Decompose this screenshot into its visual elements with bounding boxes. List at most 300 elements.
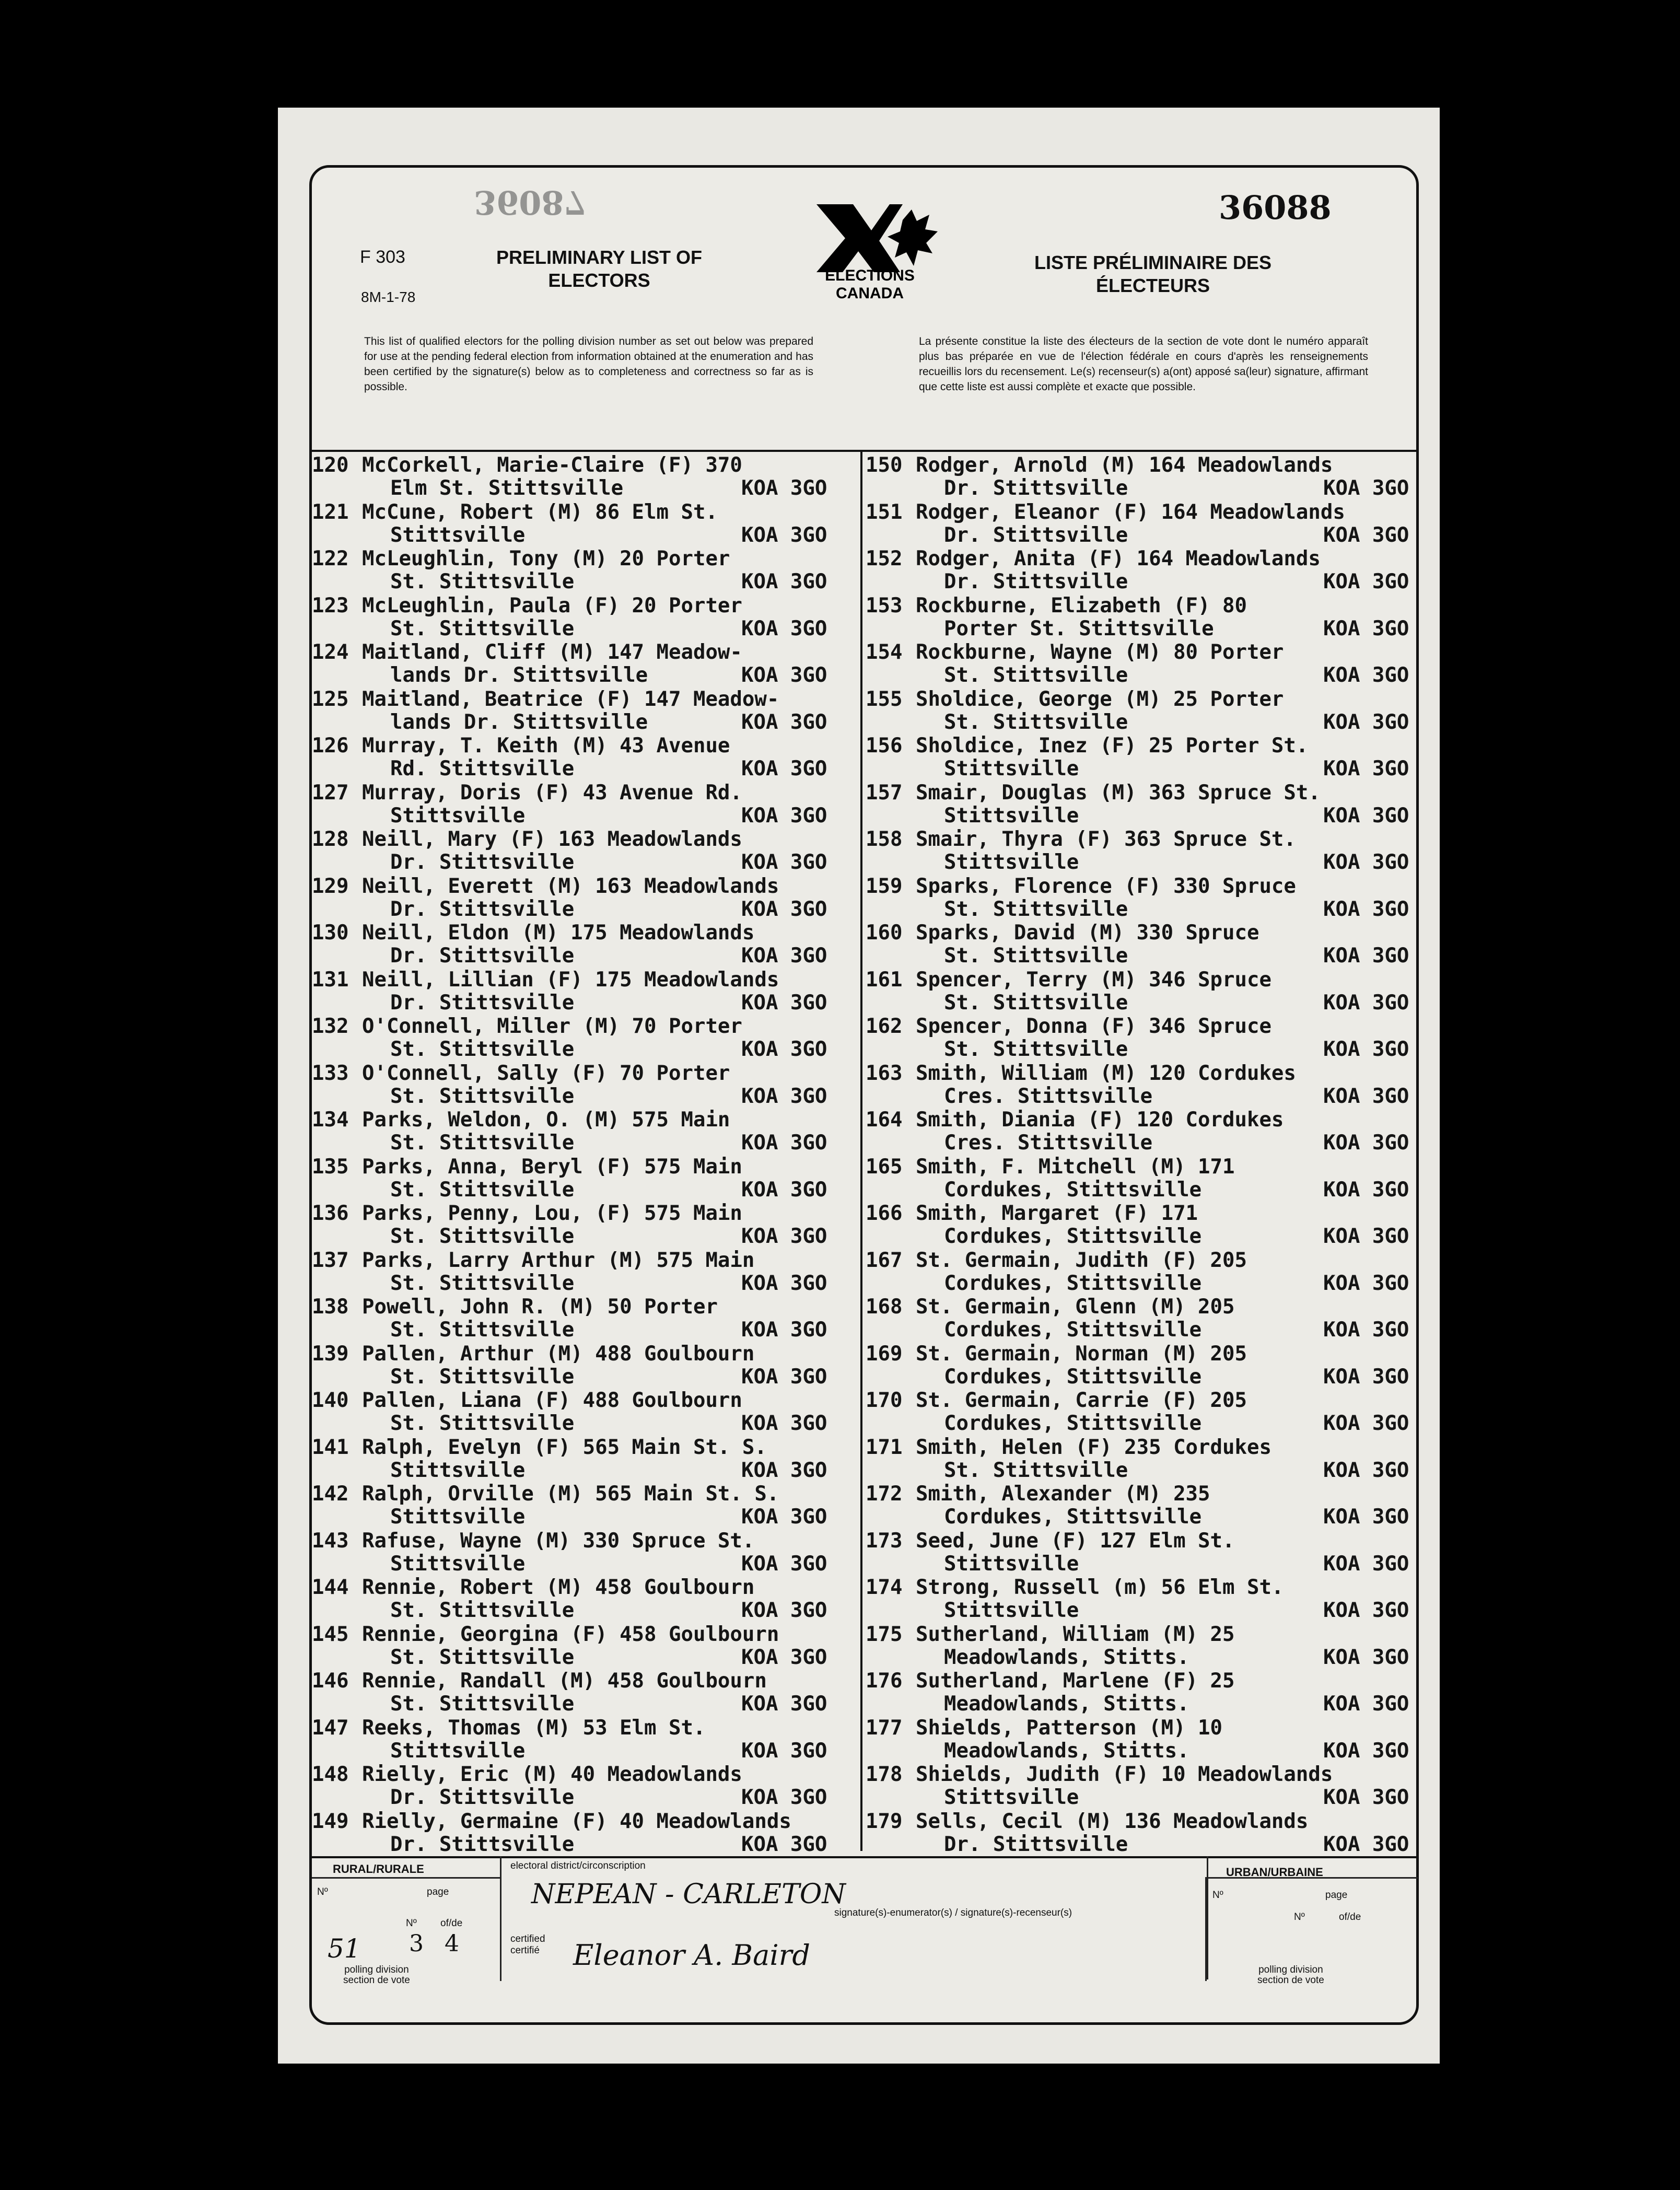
elector-number: 136 [312, 1202, 349, 1225]
elector-name-address: Rockburne, Wayne (M) 80 Porter [916, 640, 1284, 664]
rural-label: RURAL/RURALE [333, 1862, 424, 1876]
elector-postal-code: KOA 3GO [741, 663, 827, 687]
elector-number: 137 [312, 1248, 349, 1272]
elector-entry [312, 1530, 860, 1577]
elector-postal-code: KOA 3GO [1323, 1084, 1409, 1108]
elector-entry [312, 641, 860, 688]
elector-number: 174 [866, 1576, 903, 1599]
elector-name-address: Neill, Lillian (F) 175 Meadowlands [362, 968, 779, 992]
elector-name-address: Shields, Patterson (M) 10 [916, 1716, 1222, 1740]
elector-entry [866, 501, 1416, 548]
title-french: LISTE PRÉLIMINAIRE DES ÉLECTEURS [1034, 252, 1272, 296]
elector-address-continued: Cordukes, Stittsville [944, 1412, 1202, 1435]
elector-address-continued: St. Stittsville [390, 1271, 575, 1295]
elector-address-continued: lands Dr. Stittsville [390, 710, 648, 734]
elector-entry [312, 1717, 860, 1764]
elector-entry [866, 828, 1416, 875]
elector-postal-code: KOA 3GO [1323, 1271, 1409, 1295]
elector-number: 155 [866, 687, 903, 711]
elector-postal-code: KOA 3GO [741, 1692, 827, 1716]
elector-entry [866, 875, 1416, 922]
elector-number: 169 [866, 1342, 903, 1366]
elector-entry [312, 875, 860, 922]
elector-entry [866, 1015, 1416, 1062]
elector-postal-code: KOA 3GO [741, 803, 827, 828]
elector-address-continued: Meadowlands, Stitts. [944, 1739, 1189, 1763]
elector-address-continued: Stittsville [944, 1786, 1079, 1809]
elector-address-continued: St. Stittsville [390, 1131, 575, 1155]
elector-number: 153 [866, 593, 903, 618]
urban-polling-division-label: polling division section de vote [1257, 1964, 1324, 1986]
elector-entry [866, 1623, 1416, 1670]
elector-name-address: St. Germain, Judith (F) 205 [916, 1248, 1247, 1272]
district-label: electoral district/circonscription [510, 1860, 646, 1871]
elector-postal-code: KOA 3GO [1323, 1786, 1409, 1809]
title-english: PRELIMINARY LIST OF ELECTORS [496, 247, 702, 291]
elector-postal-code: KOA 3GO [1323, 616, 1409, 640]
elector-entry [312, 1576, 860, 1623]
elector-address-continued: Dr. Stittsville [944, 1832, 1128, 1856]
elector-name-address: O'Connell, Miller (M) 70 Porter [362, 1015, 742, 1038]
elector-number: 122 [312, 547, 349, 570]
elector-name-address: Sells, Cecil (M) 136 Meadowlands [916, 1809, 1309, 1833]
elector-entry [312, 828, 860, 875]
elector-entry [312, 735, 860, 782]
elector-name-address: Rielly, Eric (M) 40 Meadowlands [362, 1763, 742, 1786]
elector-postal-code: KOA 3GO [741, 1412, 827, 1435]
elector-number: 156 [866, 734, 903, 758]
elector-entry [866, 1810, 1416, 1857]
elector-postal-code: KOA 3GO [1323, 1318, 1409, 1342]
elector-name-address: Smair, Douglas (M) 363 Spruce St. [916, 781, 1321, 805]
elector-number: 178 [866, 1763, 903, 1786]
elector-number: 143 [312, 1529, 349, 1553]
elector-number: 172 [866, 1482, 903, 1506]
elector-postal-code: KOA 3GO [1323, 1458, 1409, 1482]
urban-number-label: Nº [1212, 1890, 1223, 1901]
elector-number: 177 [866, 1716, 903, 1740]
elector-address-continued: St. Stittsville [390, 616, 575, 640]
elector-address-continued: Cres. Stittsville [944, 1131, 1153, 1155]
elector-entry [866, 1483, 1416, 1530]
elector-postal-code: KOA 3GO [741, 991, 827, 1015]
elector-name-address: Sutherland, William (M) 25 [916, 1622, 1235, 1646]
elector-name-address: Sutherland, Marlene (F) 25 [916, 1669, 1235, 1693]
elector-number: 179 [866, 1809, 903, 1833]
elector-number: 176 [866, 1669, 903, 1693]
elector-postal-code: KOA 3GO [1323, 1131, 1409, 1155]
elector-entry [866, 1296, 1416, 1343]
elector-address-continued: Porter St. Stittsville [944, 616, 1214, 640]
elector-address-continued: St. Stittsville [390, 1412, 575, 1435]
elector-address-continued: St. Stittsville [390, 1599, 575, 1622]
elector-entry [312, 1062, 860, 1109]
elector-entry [312, 1296, 860, 1343]
urban-page-label: page [1325, 1890, 1348, 1901]
elector-address-continued: St. Stittsville [390, 1084, 575, 1108]
elector-name-address: McCorkell, Marie-Claire (F) 370 [362, 453, 742, 477]
elector-entry [312, 1202, 860, 1249]
elector-address-continued: Cordukes, Stittsville [944, 1178, 1202, 1202]
elector-entry [866, 548, 1416, 595]
elector-postal-code: KOA 3GO [1323, 1645, 1409, 1669]
elector-number: 129 [312, 874, 349, 898]
rural-number-label: Nº [317, 1886, 328, 1897]
elector-postal-code: KOA 3GO [1323, 897, 1409, 921]
elector-postal-code: KOA 3GO [741, 1645, 827, 1669]
elector-entry [866, 1436, 1416, 1483]
urban-label: URBAN/URBAINE [1226, 1866, 1323, 1879]
elector-address-continued: Cordukes, Stittsville [944, 1505, 1202, 1529]
elector-number: 171 [866, 1435, 903, 1459]
elector-entry [866, 1249, 1416, 1296]
elector-address-continued: Stittsville [390, 1458, 526, 1482]
elector-name-address: Seed, June (F) 127 Elm St. [916, 1529, 1235, 1553]
elector-name-address: McLeughlin, Paula (F) 20 Porter [362, 593, 742, 618]
rural-page-number: 3 [409, 1930, 424, 1957]
elector-address-continued: Meadowlands, Stitts. [944, 1692, 1189, 1716]
elector-entry [866, 454, 1416, 501]
elector-name-address: Parks, Anna, Beryl (F) 575 Main [362, 1155, 742, 1179]
elector-postal-code: KOA 3GO [1323, 1038, 1409, 1061]
elector-entry [866, 1389, 1416, 1436]
elector-entry [866, 641, 1416, 688]
rural-polling-division-label: polling division section de vote [343, 1964, 410, 1986]
elector-entry [866, 1763, 1416, 1810]
document-sheet [278, 108, 1440, 2064]
elector-number: 125 [312, 687, 349, 711]
electors-form [309, 165, 1419, 2025]
elector-entry [866, 1530, 1416, 1577]
elector-entry [312, 454, 860, 501]
elector-name-address: Smith, Alexander (M) 235 [916, 1482, 1210, 1506]
elector-number: 146 [312, 1669, 349, 1693]
form-number: F 303 [360, 247, 405, 267]
elector-name-address: Ralph, Evelyn (F) 565 Main St. S. [362, 1435, 767, 1459]
elector-postal-code: KOA 3GO [1323, 1599, 1409, 1622]
elector-postal-code: KOA 3GO [1323, 1365, 1409, 1389]
elector-postal-code: KOA 3GO [1323, 803, 1409, 828]
elector-address-continued: St. Stittsville [390, 1225, 575, 1248]
elector-postal-code: KOA 3GO [1323, 1225, 1409, 1248]
elector-address-continued: Cordukes, Stittsville [944, 1225, 1202, 1248]
elector-entry [312, 1109, 860, 1156]
elector-number: 135 [312, 1155, 349, 1179]
elector-postal-code: KOA 3GO [741, 897, 827, 921]
elector-entry [312, 1156, 860, 1203]
elector-entry [312, 1343, 860, 1390]
elector-entry [312, 1015, 860, 1062]
elector-name-address: Smith, F. Mitchell (M) 171 [916, 1155, 1235, 1179]
elector-postal-code: KOA 3GO [741, 1458, 827, 1482]
elector-number: 141 [312, 1435, 349, 1459]
elector-address-continued: Dr. Stittsville [944, 476, 1128, 500]
rural-page-label: page [427, 1886, 449, 1897]
elector-name-address: Rodger, Arnold (M) 164 Meadowlands [916, 453, 1333, 477]
elector-number: 133 [312, 1061, 349, 1085]
elector-postal-code: KOA 3GO [741, 616, 827, 640]
elector-entry [866, 688, 1416, 735]
elector-name-address: Rennie, Robert (M) 458 Goulbourn [362, 1576, 755, 1599]
elector-address-continued: St. Stittsville [944, 710, 1128, 734]
elector-name-address: Powell, John R. (M) 50 Porter [362, 1295, 718, 1319]
rural-poll-number: 51 [328, 1933, 361, 1964]
elector-entry [312, 1483, 860, 1530]
elector-name-address: Rennie, Randall (M) 458 Goulbourn [362, 1669, 767, 1693]
elector-address-continued: St. Stittsville [944, 1038, 1128, 1061]
elector-name-address: McCune, Robert (M) 86 Elm St. [362, 500, 718, 524]
certification-note-french: La présente constitue la liste des électeurs de la section de vote dont le numéro apparaît plus bas préparée en vue de l'élection fédérale en cours d'après les renseignements recueillis lors du recensement. Le(s) recenseur(s) a(ont) apposé sa(leur) signature, affirmant que cette liste est aussi complète et exacte que possible. [919, 335, 1368, 393]
elector-number: 175 [866, 1622, 903, 1646]
elector-address-continued: St. Stittsville [390, 570, 575, 593]
elector-number: 123 [312, 593, 349, 618]
elector-number: 124 [312, 640, 349, 664]
elector-name-address: Pallen, Liana (F) 488 Goulbourn [362, 1389, 742, 1412]
elector-postal-code: KOA 3GO [1323, 757, 1409, 781]
elector-entry [866, 1343, 1416, 1390]
elector-number: 167 [866, 1248, 903, 1272]
elector-name-address: Smith, Helen (F) 235 Cordukes [916, 1435, 1271, 1459]
elector-number: 130 [312, 921, 349, 945]
elector-address-continued: Cres. Stittsville [944, 1084, 1153, 1108]
elector-entry [312, 1670, 860, 1717]
elector-entry [312, 688, 860, 735]
certified-label: certified certifié [510, 1933, 545, 1956]
elector-address-continued: Stittsville [390, 1505, 526, 1529]
elector-number: 128 [312, 828, 349, 851]
elector-postal-code: KOA 3GO [741, 476, 827, 500]
elector-number: 152 [866, 547, 903, 570]
elector-postal-code: KOA 3GO [741, 944, 827, 968]
elector-name-address: Ralph, Orville (M) 565 Main St. S. [362, 1482, 779, 1506]
elector-name-address: Murray, T. Keith (M) 43 Avenue [362, 734, 730, 758]
elector-address-continued: St. Stittsville [944, 944, 1128, 968]
elector-postal-code: KOA 3GO [1323, 1692, 1409, 1716]
elector-postal-code: KOA 3GO [1323, 710, 1409, 734]
elector-number: 168 [866, 1295, 903, 1319]
elector-number: 151 [866, 500, 903, 524]
elector-address-continued: St. Stittsville [390, 1318, 575, 1342]
elector-entry [866, 1717, 1416, 1764]
elector-postal-code: KOA 3GO [1323, 1178, 1409, 1202]
elector-address-continued: Dr. Stittsville [944, 523, 1128, 547]
elector-name-address: Smith, Margaret (F) 171 [916, 1202, 1198, 1225]
elector-entry [866, 1062, 1416, 1109]
elector-postal-code: KOA 3GO [741, 1832, 827, 1856]
elector-entry [866, 969, 1416, 1016]
elector-address-continued: St. Stittsville [944, 1458, 1128, 1482]
elector-name-address: Neill, Eldon (M) 175 Meadowlands [362, 921, 755, 945]
elector-postal-code: KOA 3GO [741, 1271, 827, 1295]
elector-postal-code: KOA 3GO [741, 1131, 827, 1155]
elector-entry [312, 1389, 860, 1436]
elector-number: 145 [312, 1622, 349, 1646]
elector-number: 165 [866, 1155, 903, 1179]
elector-number: 149 [312, 1809, 349, 1833]
elector-entry [866, 1576, 1416, 1623]
elector-entry [866, 782, 1416, 829]
elector-entry [312, 501, 860, 548]
elector-entry [866, 1202, 1416, 1249]
elector-name-address: Murray, Doris (F) 43 Avenue Rd. [362, 781, 742, 805]
urban-of-label: of/de [1339, 1912, 1361, 1923]
elector-name-address: Rodger, Anita (F) 164 Meadowlands [916, 547, 1321, 570]
elector-number: 164 [866, 1108, 903, 1132]
elector-address-continued: Stittsville [944, 1599, 1079, 1622]
form-date-code: 8M-1-78 [361, 289, 416, 305]
elector-address-continued: St. Stittsville [390, 1178, 575, 1202]
elector-number: 173 [866, 1529, 903, 1553]
elector-address-continued: Cordukes, Stittsville [944, 1365, 1202, 1389]
elector-entry [312, 1810, 860, 1857]
elector-number: 121 [312, 500, 349, 524]
elector-name-address: Maitland, Beatrice (F) 147 Meadow- [362, 687, 779, 711]
elector-name-address: St. Germain, Carrie (F) 205 [916, 1389, 1247, 1412]
elector-name-address: Rafuse, Wayne (M) 330 Spruce St. [362, 1529, 755, 1553]
elector-postal-code: KOA 3GO [741, 570, 827, 593]
elector-name-address: Sparks, David (M) 330 Spruce [916, 921, 1259, 945]
elector-number: 157 [866, 781, 903, 805]
elector-number: 160 [866, 921, 903, 945]
elector-address-continued: St. Stittsville [944, 897, 1128, 921]
elector-number: 134 [312, 1108, 349, 1132]
elector-entry [866, 1156, 1416, 1203]
elector-entry [866, 922, 1416, 969]
electors-list-left [312, 454, 860, 1857]
elector-entry [866, 1670, 1416, 1717]
elector-address-continued: Stittsville [944, 1552, 1079, 1576]
elector-number: 161 [866, 968, 903, 992]
elector-address-continued: St. Stittsville [390, 1692, 575, 1716]
elector-name-address: Sholdice, George (M) 25 Porter [916, 687, 1284, 711]
elector-postal-code: KOA 3GO [1323, 523, 1409, 547]
elector-name-address: St. Germain, Glenn (M) 205 [916, 1295, 1235, 1319]
elector-name-address: Rodger, Eleanor (F) 164 Meadowlands [916, 500, 1345, 524]
elector-name-address: Smith, William (M) 120 Cordukes [916, 1061, 1296, 1085]
elector-entry [312, 1436, 860, 1483]
elector-entry [312, 922, 860, 969]
elector-address-continued: Dr. Stittsville [390, 944, 575, 968]
elector-number: 138 [312, 1295, 349, 1319]
elector-name-address: St. Germain, Norman (M) 205 [916, 1342, 1247, 1366]
elector-postal-code: KOA 3GO [1323, 991, 1409, 1015]
elector-postal-code: KOA 3GO [741, 1505, 827, 1529]
elector-entry [866, 1109, 1416, 1156]
elector-postal-code: KOA 3GO [741, 1084, 827, 1108]
elector-name-address: Smair, Thyra (F) 363 Spruce St. [916, 828, 1296, 851]
serial-number: 36088 [1219, 189, 1332, 227]
enumerator-signature: Eleanor A. Baird [573, 1939, 810, 1972]
elector-address-continued: Stittsville [390, 803, 526, 828]
elector-postal-code: KOA 3GO [741, 1225, 827, 1248]
elector-postal-code: KOA 3GO [741, 1365, 827, 1389]
elector-name-address: Parks, Weldon, O. (M) 575 Main [362, 1108, 730, 1132]
elector-address-continued: Stittsville [944, 803, 1079, 828]
elector-entry [312, 595, 860, 642]
elector-entry [866, 735, 1416, 782]
elector-postal-code: KOA 3GO [1323, 1832, 1409, 1856]
elector-address-continued: Stittsville [390, 523, 526, 547]
elector-postal-code: KOA 3GO [741, 757, 827, 781]
elector-address-continued: lands Dr. Stittsville [390, 663, 648, 687]
elector-name-address: Rennie, Georgina (F) 458 Goulbourn [362, 1622, 779, 1646]
urban-page-number-label: Nº [1294, 1912, 1305, 1923]
elector-address-continued: Rd. Stittsville [390, 757, 575, 781]
elector-number: 166 [866, 1202, 903, 1225]
elector-address-continued: St. Stittsville [390, 1038, 575, 1061]
elector-name-address: Reeks, Thomas (M) 53 Elm St. [362, 1716, 706, 1740]
elector-entry [312, 1623, 860, 1670]
elector-postal-code: KOA 3GO [741, 1178, 827, 1202]
elector-postal-code: KOA 3GO [1323, 1739, 1409, 1763]
elector-address-continued: Dr. Stittsville [390, 1832, 575, 1856]
column-divider [860, 451, 862, 1851]
elector-postal-code: KOA 3GO [1323, 570, 1409, 593]
elector-number: 148 [312, 1763, 349, 1786]
elector-address-continued: Stittsville [944, 851, 1079, 874]
elector-name-address: Parks, Larry Arthur (M) 575 Main [362, 1248, 755, 1272]
elector-entry [312, 548, 860, 595]
elector-address-continued: Dr. Stittsville [390, 991, 575, 1015]
elector-address-continued: St. Stittsville [944, 991, 1128, 1015]
elector-name-address: Spencer, Donna (F) 346 Spruce [916, 1015, 1271, 1038]
elector-entry [312, 1249, 860, 1296]
elector-number: 144 [312, 1576, 349, 1599]
elector-number: 132 [312, 1015, 349, 1038]
elector-entry [312, 969, 860, 1016]
elector-postal-code: KOA 3GO [1323, 851, 1409, 874]
elector-postal-code: KOA 3GO [1323, 1552, 1409, 1576]
elector-name-address: Sparks, Florence (F) 330 Spruce [916, 874, 1296, 898]
elector-postal-code: KOA 3GO [1323, 1412, 1409, 1435]
elector-name-address: Rielly, Germaine (F) 40 Meadowlands [362, 1809, 791, 1833]
elector-postal-code: KOA 3GO [741, 1599, 827, 1622]
elector-name-address: Strong, Russell (m) 56 Elm St. [916, 1576, 1284, 1599]
list-top-divider [312, 450, 1416, 452]
elector-number: 163 [866, 1061, 903, 1085]
rural-page-number-label: Nº [406, 1918, 417, 1929]
elector-name-address: Shields, Judith (F) 10 Meadowlands [916, 1763, 1333, 1786]
elector-number: 162 [866, 1015, 903, 1038]
elector-number: 158 [866, 828, 903, 851]
elector-number: 159 [866, 874, 903, 898]
elector-number: 127 [312, 781, 349, 805]
elector-address-continued: Stittsville [944, 757, 1079, 781]
elector-number: 120 [312, 453, 349, 477]
elector-number: 154 [866, 640, 903, 664]
elector-postal-code: KOA 3GO [741, 523, 827, 547]
elector-entry [312, 782, 860, 829]
elector-number: 150 [866, 453, 903, 477]
elector-name-address: O'Connell, Sally (F) 70 Porter [362, 1061, 730, 1085]
elector-address-continued: Stittsville [390, 1552, 526, 1576]
elector-entry [312, 1763, 860, 1810]
elector-name-address: Smith, Diania (F) 120 Cordukes [916, 1108, 1284, 1132]
elector-address-continued: St. Stittsville [944, 663, 1128, 687]
elector-address-continued: Dr. Stittsville [944, 570, 1128, 593]
elector-name-address: Sholdice, Inez (F) 25 Porter St. [916, 734, 1309, 758]
rural-page-total: 4 [445, 1930, 459, 1957]
elector-postal-code: KOA 3GO [1323, 944, 1409, 968]
elector-number: 139 [312, 1342, 349, 1366]
electors-list-right [866, 454, 1416, 1857]
elector-name-address: Parks, Penny, Lou, (F) 575 Main [362, 1202, 742, 1225]
elector-postal-code: KOA 3GO [1323, 476, 1409, 500]
elector-address-continued: Elm St. Stittsville [390, 476, 624, 500]
elector-number: 126 [312, 734, 349, 758]
elector-address-continued: Cordukes, Stittsville [944, 1271, 1202, 1295]
elector-number: 147 [312, 1716, 349, 1740]
